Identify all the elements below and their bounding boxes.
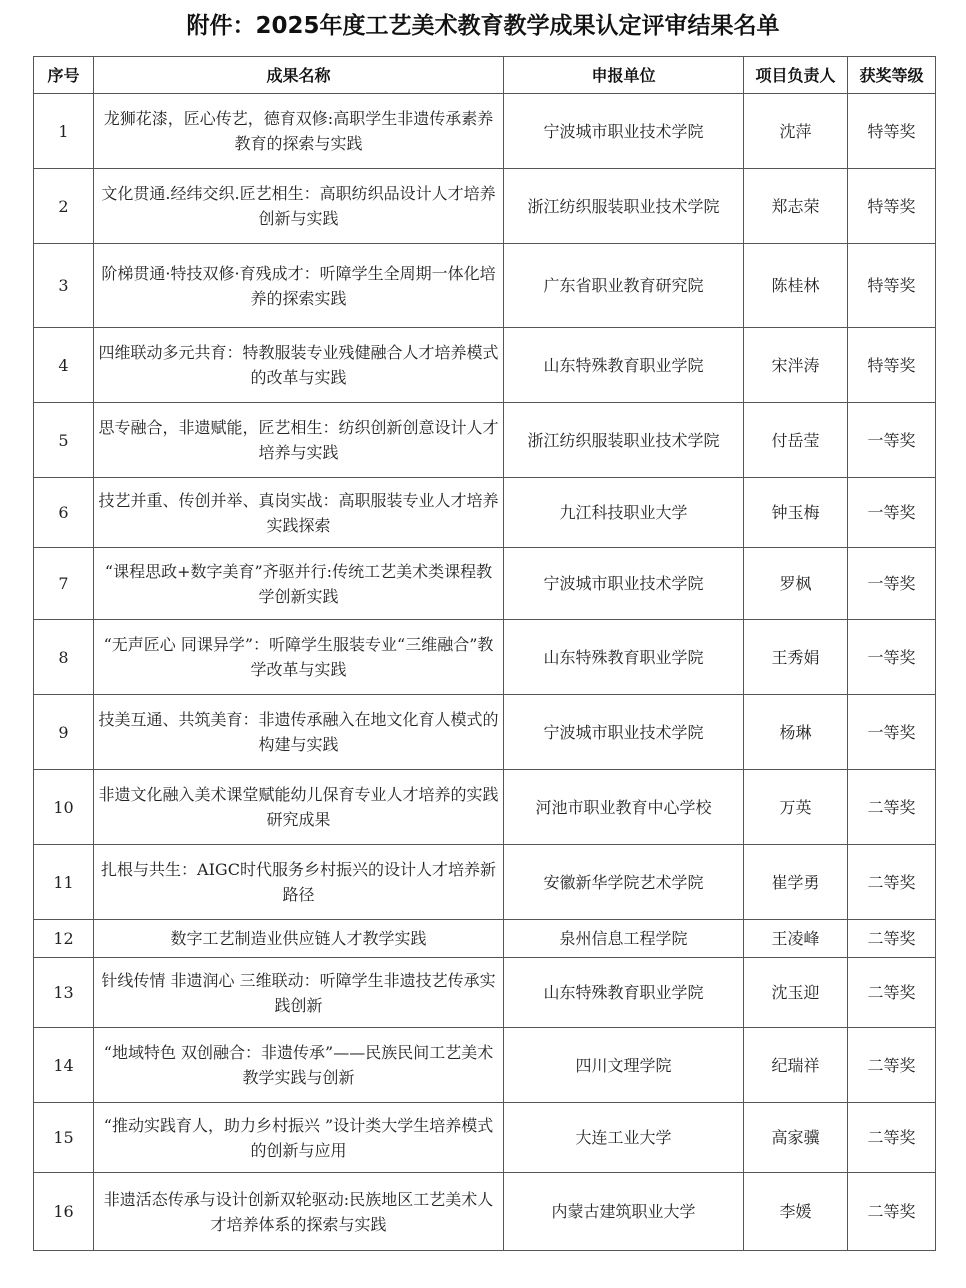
row-number: 2 [34,169,94,244]
table-row [34,548,936,620]
row-number: 8 [34,620,94,695]
project-leader: 李媛 [744,1173,848,1251]
applicant-unit: 宁波城市职业技术学院 [504,695,744,770]
award-level: 一等奖 [848,695,936,770]
document-title: 附件：2025年度工艺美术教育教学成果认定评审结果名单 [186,13,780,39]
row-number: 3 [34,244,94,328]
project-leader: 钟玉梅 [744,478,848,548]
award-level: 一等奖 [848,548,936,620]
row-number: 13 [34,958,94,1028]
table-body [34,94,936,1251]
header-unit: 申报单位 [504,57,744,94]
award-level: 一等奖 [848,403,936,478]
achievement-name: 扎根与共生：AIGC时代服务乡村振兴的设计人才培养新路径 [94,845,504,920]
applicant-unit: 九江科技职业大学 [504,478,744,548]
table-row [34,478,936,548]
applicant-unit: 山东特殊教育职业学院 [504,328,744,403]
achievement-name: “推动实践育人，助力乡村振兴 ”设计类大学生培养模式的创新与应用 [94,1103,504,1173]
results-table [33,56,936,1251]
row-number: 7 [34,548,94,620]
row-number: 15 [34,1103,94,1173]
table-row [34,695,936,770]
applicant-unit: 山东特殊教育职业学院 [504,958,744,1028]
award-level: 特等奖 [848,328,936,403]
applicant-unit: 宁波城市职业技术学院 [504,94,744,169]
project-leader: 高家骥 [744,1103,848,1173]
award-level: 二等奖 [848,770,936,845]
project-leader: 沈玉迎 [744,958,848,1028]
award-level: 二等奖 [848,958,936,1028]
project-leader: 沈萍 [744,94,848,169]
award-level: 一等奖 [848,478,936,548]
project-leader: 付岳莹 [744,403,848,478]
achievement-name: “无声匠心 同课异学”：听障学生服装专业“三维融合”教学改革与实践 [94,620,504,695]
header-award: 获奖等级 [848,57,936,94]
header-name: 成果名称 [94,57,504,94]
table-row [34,244,936,328]
row-number: 10 [34,770,94,845]
project-leader: 宋泮涛 [744,328,848,403]
achievement-name: 龙狮花漆，匠心传艺，德育双修:高职学生非遗传承素养教育的探索与实践 [94,94,504,169]
applicant-unit: 山东特殊教育职业学院 [504,620,744,695]
achievement-name: 四维联动多元共育：特教服装专业残健融合人才培养模式的改革与实践 [94,328,504,403]
achievement-name: “地域特色 双创融合：非遗传承”——民族民间工艺美术教学实践与创新 [94,1028,504,1103]
project-leader: 王秀娟 [744,620,848,695]
row-number: 6 [34,478,94,548]
header-row [34,57,936,94]
award-level: 二等奖 [848,1028,936,1103]
applicant-unit: 河池市职业教育中心学校 [504,770,744,845]
row-number: 9 [34,695,94,770]
header-lead: 项目负责人 [744,57,848,94]
table-row [34,845,936,920]
achievement-name: 非遗文化融入美术课堂赋能幼儿保育专业人才培养的实践研究成果 [94,770,504,845]
applicant-unit: 安徽新华学院艺术学院 [504,845,744,920]
project-leader: 杨琳 [744,695,848,770]
applicant-unit: 浙江纺织服装职业技术学院 [504,403,744,478]
award-level: 特等奖 [848,244,936,328]
table-row [34,328,936,403]
applicant-unit: 浙江纺织服装职业技术学院 [504,169,744,244]
applicant-unit: 四川文理学院 [504,1028,744,1103]
award-level: 二等奖 [848,1173,936,1251]
achievement-name: 技美互通、共筑美育：非遗传承融入在地文化育人模式的构建与实践 [94,695,504,770]
project-leader: 罗枫 [744,548,848,620]
table-row [34,403,936,478]
achievement-name: 阶梯贯通·特技双修·育残成才：听障学生全周期一体化培养的探索实践 [94,244,504,328]
project-leader: 陈桂林 [744,244,848,328]
table-row [34,169,936,244]
project-leader: 郑志荣 [744,169,848,244]
row-number: 11 [34,845,94,920]
project-leader: 王凌峰 [744,920,848,958]
table-row [34,1103,936,1173]
award-level: 二等奖 [848,920,936,958]
award-level: 二等奖 [848,845,936,920]
table-row [34,620,936,695]
award-level: 二等奖 [848,1103,936,1173]
row-number: 12 [34,920,94,958]
project-leader: 纪瑞祥 [744,1028,848,1103]
achievement-name: 思专融合，非遗赋能，匠艺相生：纺织创新创意设计人才培养与实践 [94,403,504,478]
table-row [34,1028,936,1103]
achievement-name: 技艺并重、传创并举、真岗实战：高职服装专业人才培养实践探索 [94,478,504,548]
award-level: 特等奖 [848,94,936,169]
table-row [34,958,936,1028]
row-number: 4 [34,328,94,403]
award-level: 特等奖 [848,169,936,244]
row-number: 5 [34,403,94,478]
table-row [34,1173,936,1251]
achievement-name: “课程思政+数字美育”齐驱并行:传统工艺美术类课程教学创新实践 [94,548,504,620]
table-row [34,920,936,958]
row-number: 1 [34,94,94,169]
project-leader: 崔学勇 [744,845,848,920]
row-number: 14 [34,1028,94,1103]
applicant-unit: 宁波城市职业技术学院 [504,548,744,620]
achievement-name: 非遗活态传承与设计创新双轮驱动:民族地区工艺美术人才培养体系的探索与实践 [94,1173,504,1251]
applicant-unit: 大连工业大学 [504,1103,744,1173]
applicant-unit: 泉州信息工程学院 [504,920,744,958]
table-row [34,770,936,845]
row-number: 16 [34,1173,94,1251]
header-no: 序号 [34,57,94,94]
achievement-name: 文化贯通.经纬交织.匠艺相生：高职纺织品设计人才培养创新与实践 [94,169,504,244]
applicant-unit: 内蒙古建筑职业大学 [504,1173,744,1251]
achievement-name: 针线传情 非遗润心 三维联动：听障学生非遗技艺传承实践创新 [94,958,504,1028]
achievement-name: 数字工艺制造业供应链人才教学实践 [94,920,504,958]
applicant-unit: 广东省职业教育研究院 [504,244,744,328]
table-row [34,94,936,169]
project-leader: 万英 [744,770,848,845]
award-level: 一等奖 [848,620,936,695]
